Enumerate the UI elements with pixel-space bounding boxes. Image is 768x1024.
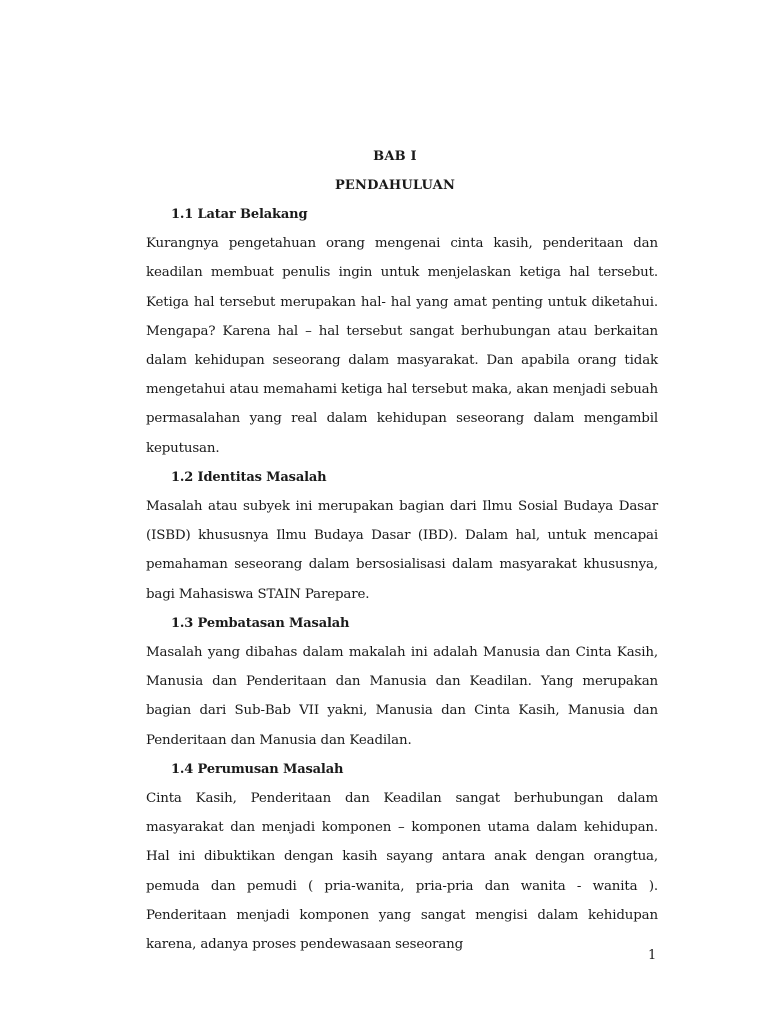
section-heading: 1.2 Identitas Masalah — [171, 469, 327, 485]
section-latar-belakang — [146, 200, 658, 463]
chapter-number: BAB I — [373, 149, 417, 164]
section-paragraph: Masalah atau subyek ini merupakan bagian dari Ilmu Sosial Budaya Dasar (ISBD) khususnya Ilmu Budaya Dasar (IBD). Dalam hal, untuk mencapai pemahaman seseorang dalam bersosialisasi dalam masyarakat khususnya, bagi Mahasiswa STAIN Parepare. — [146, 499, 658, 602]
section-pembatasan-masalah — [146, 609, 658, 755]
section-heading: 1.4 Perumusan Masalah — [171, 761, 344, 777]
page-number: 1 — [648, 948, 657, 963]
document-body — [146, 200, 658, 959]
section-perumusan-masalah — [146, 755, 658, 959]
section-paragraph: Masalah yang dibahas dalam makalah ini adalah Manusia dan Cinta Kasih, Manusia dan Penderitaan dan Manusia dan Keadilan. Yang merupakan bagian dari Sub-Bab VII yakni, Manusia dan Cinta Kasih, Manusia dan Penderitaan dan Manusia dan Keadilan. — [146, 645, 658, 748]
section-paragraph: Kurangnya pengetahuan orang mengenai cinta kasih, penderitaan dan keadilan membuat penulis ingin untuk menjelaskan ketiga hal tersebut. Ketiga hal tersebut merupakan hal- hal yang amat penting untuk diketahui. Mengapa? Karena hal – hal tersebut sangat berhubungan atau berkaitan dalam kehidupan seseorang dalam masyarakat. Dan apabila orang tidak mengetahui atau memahami ketiga hal tersebut maka, akan menjadi sebuah permasalahan yang real dalam kehidupan seseorang dalam mengambil keputusan. — [146, 236, 658, 456]
chapter-title: PENDAHULUAN — [334, 178, 456, 193]
section-heading: 1.3 Pembatasan Masalah — [171, 615, 350, 631]
section-paragraph: Cinta Kasih, Penderitaan dan Keadilan sangat berhubungan dalam masyarakat dan menjadi komponen – komponen utama dalam kehidupan. Hal ini dibuktikan dengan kasih sayang antara anak dengan orangtua, pemuda dan pemudi ( pria-wanita, pria-pria dan wanita - wanita ). Penderitaan menjadi komponen yang sangat mengisi dalam kehidupan karena, adanya proses pendewasaan seseorang — [146, 791, 658, 953]
section-identitas-masalah — [146, 463, 658, 609]
section-heading: 1.1 Latar Belakang — [171, 207, 308, 222]
